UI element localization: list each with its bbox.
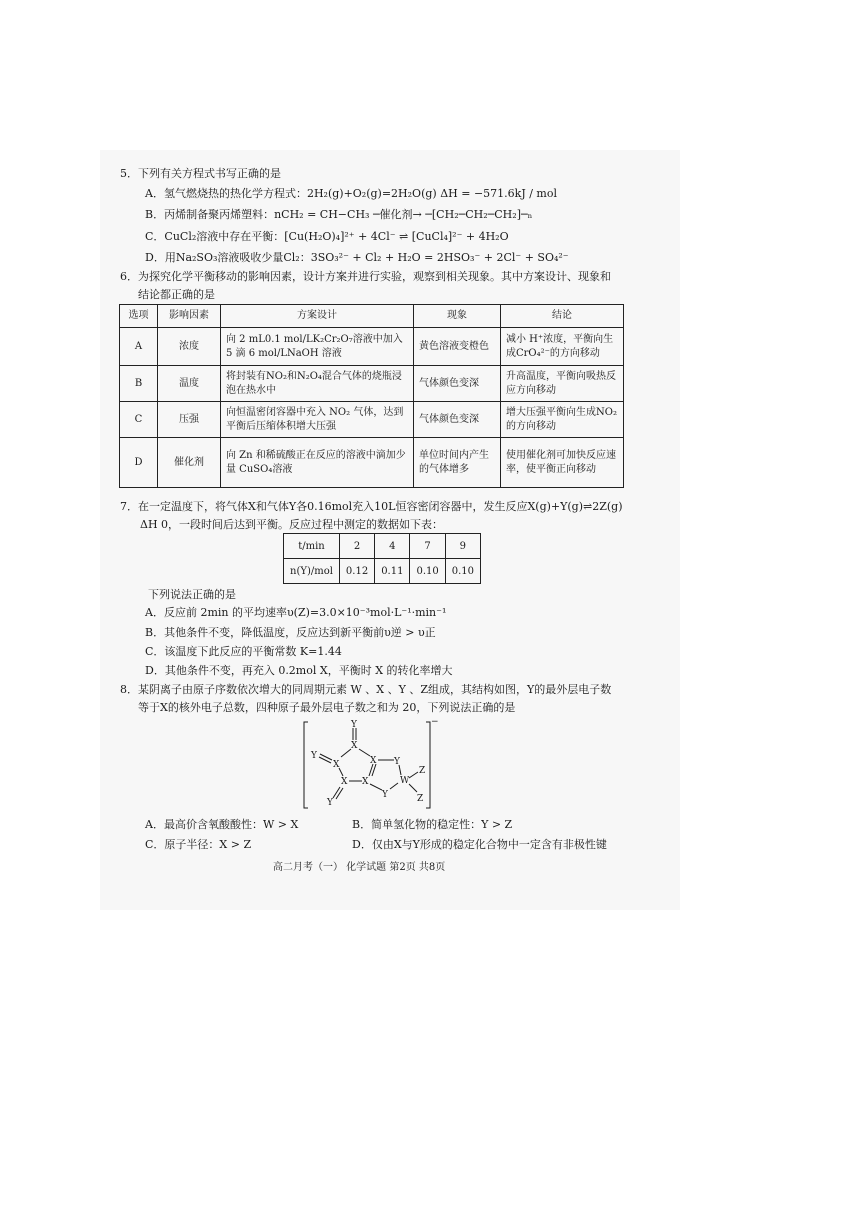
- table-header-row: [120, 305, 624, 328]
- atom-x-left: X: [333, 760, 340, 770]
- factor-cell: 浓度: [158, 328, 221, 366]
- option-cell: D: [120, 438, 158, 488]
- header-cell: 影响因素: [158, 305, 221, 328]
- atom-x-lower-right: X: [362, 777, 369, 787]
- option-cell: C: [120, 402, 158, 438]
- table-row: [284, 559, 481, 584]
- design-cell: 将封装有NO₂和N₂O₄混合气体的烧瓶浸泡在热水中: [221, 366, 414, 402]
- q8-stem-line2: 等于X的核外电子总数，四种原子最外层电子数之和为 20，下列说法正确的是: [138, 701, 516, 714]
- q5-stem: 5．下列有关方程式书写正确的是: [120, 167, 281, 180]
- option-cell: A: [120, 328, 158, 366]
- row-label: n(Y)/mol: [284, 559, 340, 584]
- table-row: [284, 534, 481, 559]
- ion-charge: −: [431, 717, 439, 727]
- q5-option-b: B．丙烯制备聚丙烯塑料：nCH₂ = CH−CH₃ ─催化剂→ ─[CH₂─CH₂─CH₂]─ₙ: [145, 208, 533, 221]
- anion-structure-diagram: [300, 716, 450, 816]
- conclusion-cell: 升高温度，平衡向吸热反应方向移动: [501, 366, 624, 402]
- q8-option-d: D．仅由X与Y形成的稳定化合物中一定含有非极性键: [352, 838, 607, 851]
- factor-cell: 压强: [158, 402, 221, 438]
- q8-stem-line1: 8．某阴离子由原子序数依次增大的同周期元素 W 、X 、Y 、Z组成，其结构如图，Y的最外层电子数: [120, 683, 612, 696]
- q7-stem-line1: 7．在一定温度下，将气体X和气体Y各0.16mol充入10L恒容密闭容器中，发生反应X(g)+Y(g)⇌2Z(g): [120, 500, 623, 513]
- header-cell: 结论: [501, 305, 624, 328]
- page-footer: 高二月考（一） 化学试题 第2页 共8页: [273, 862, 446, 873]
- atom-y-bottom: Y: [327, 798, 333, 808]
- atom-x-right: X: [370, 756, 377, 766]
- q6-stem-line2: 结论都正确的是: [138, 288, 215, 301]
- q5-option-d: D．用Na₂SO₃溶液吸收少量Cl₂：3SO₃²⁻ + Cl₂ + H₂O = 2HSO₃⁻ + 2Cl⁻ + SO₄²⁻: [145, 251, 569, 264]
- phenomenon-cell: 黄色溶液变橙色: [414, 328, 501, 366]
- table-cell: 0.11: [375, 559, 410, 584]
- row-label: t/min: [284, 534, 340, 559]
- header-cell: 现象: [414, 305, 501, 328]
- atom-y-left: Y: [311, 751, 317, 761]
- q7-data-table: [283, 533, 481, 584]
- header-cell: 选项: [120, 305, 158, 328]
- conclusion-cell: 使用催化剂可加快反应速率，使平衡正向移动: [501, 438, 624, 488]
- table-row: [120, 328, 624, 366]
- atom-y-top: Y: [351, 720, 357, 730]
- atom-x-top: X: [351, 741, 358, 751]
- q8-option-a: A．最高价含氧酸酸性：W > X: [145, 818, 299, 831]
- option-cell: B: [120, 366, 158, 402]
- design-cell: 向 Zn 和稀硫酸正在反应的溶液中滴加少量 CuSO₄溶液: [221, 438, 414, 488]
- conclusion-cell: 增大压强平衡向生成NO₂的方向移动: [501, 402, 624, 438]
- design-cell: 向恒温密闭容器中充入 NO₂ 气体，达到平衡后压缩体积增大压强: [221, 402, 414, 438]
- atom-z-upper: Z: [419, 766, 426, 776]
- phenomenon-cell: 气体颜色变深: [414, 402, 501, 438]
- table-cell: 7: [410, 534, 445, 559]
- table-cell: 0.10: [445, 559, 480, 584]
- table-cell: 9: [445, 534, 480, 559]
- atom-y-upper: Y: [394, 757, 400, 767]
- atom-y-lower: Y: [382, 790, 388, 800]
- phenomenon-cell: 气体颜色变深: [414, 366, 501, 402]
- table-row: [120, 402, 624, 438]
- atom-w: W: [400, 776, 410, 786]
- design-cell: 向 2 mL0.1 mol/LK₂Cr₂O₇溶液中加入 5 滴 6 mol/LNaOH 溶液: [221, 328, 414, 366]
- q7-option-a: A．反应前 2min 的平均速率υ(Z)=3.0×10⁻³mol·L⁻¹·min⁻¹: [145, 606, 447, 619]
- q7-prompt: 下列说法正确的是: [148, 588, 236, 601]
- table-cell: 0.12: [339, 559, 374, 584]
- atom-x-lower-left: X: [341, 777, 348, 787]
- table-cell: 0.10: [410, 559, 445, 584]
- q7-stem-line2: ΔH 0，一段时间后达到平衡。反应过程中测定的数据如下表：: [140, 518, 444, 531]
- q8-option-b: B．简单氢化物的稳定性：Y > Z: [352, 818, 513, 831]
- factor-cell: 温度: [158, 366, 221, 402]
- q8-option-c: C．原子半径：X > Z: [145, 838, 252, 851]
- atom-z-lower: Z: [417, 794, 424, 804]
- q7-option-c: C．该温度下此反应的平衡常数 K=1.44: [145, 645, 342, 658]
- table-cell: 2: [339, 534, 374, 559]
- q5-option-a: A．氢气燃烧热的热化学方程式：2H₂(g)+O₂(g)=2H₂O(g) ΔH = −571.6kJ / mol: [145, 187, 557, 200]
- q6-stem-line1: 6．为探究化学平衡移动的影响因素，设计方案并进行实验，观察到相关现象。其中方案设计、现象和: [120, 270, 611, 283]
- table-row: [120, 438, 624, 488]
- header-cell: 方案设计: [221, 305, 414, 328]
- table-cell: 4: [375, 534, 410, 559]
- q6-experiment-table: [119, 304, 624, 488]
- q7-option-d: D．其他条件不变，再充入 0.2mol X，平衡时 X 的转化率增大: [145, 664, 453, 677]
- conclusion-cell: 减小 H⁺浓度，平衡向生成CrO₄²⁻的方向移动: [501, 328, 624, 366]
- q7-option-b: B．其他条件不变，降低温度，反应达到新平衡前υ逆 > υ正: [145, 626, 436, 639]
- phenomenon-cell: 单位时间内产生的气体增多: [414, 438, 501, 488]
- table-row: [120, 366, 624, 402]
- factor-cell: 催化剂: [158, 438, 221, 488]
- q5-option-c: C．CuCl₂溶液中存在平衡：[Cu(H₂O)₄]²⁺ + 4Cl⁻ ⇌ [CuCl₄]²⁻ + 4H₂O: [145, 230, 509, 243]
